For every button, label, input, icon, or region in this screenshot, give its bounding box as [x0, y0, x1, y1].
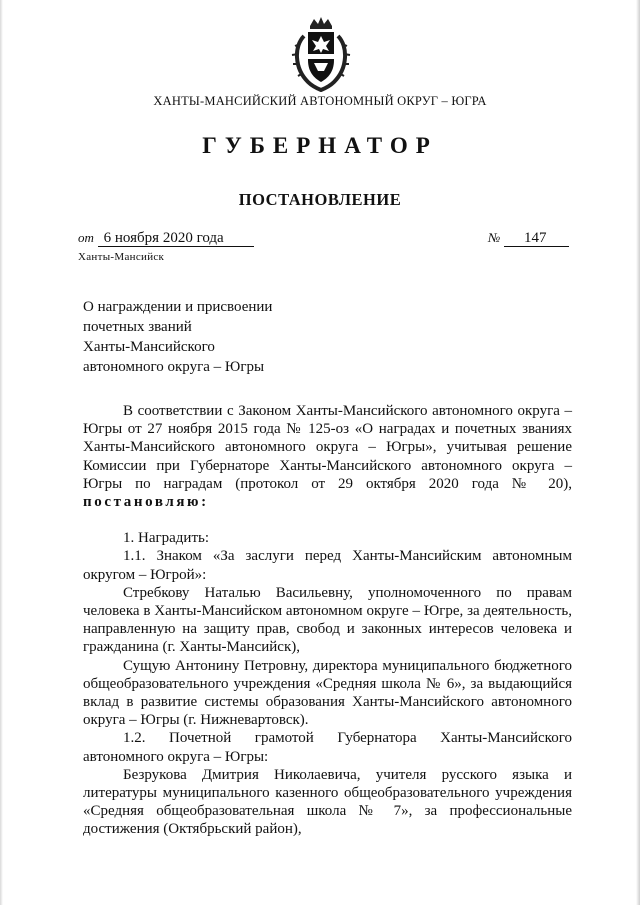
subject-line: почетных званий	[83, 319, 192, 335]
number-label: №	[488, 230, 501, 245]
document-type: ПОСТАНОВЛЕНИЕ	[238, 190, 402, 209]
region-name: ХАНТЫ-МАНСИЙСКИЙ АВТОНОМНЫЙ ОКРУГ – ЮГРА	[153, 94, 487, 108]
subject-line: О награждении и присвоении	[83, 299, 273, 315]
governor-title: ГУБЕРНАТОР	[202, 133, 438, 158]
preamble-paragraph	[83, 402, 572, 511]
subject-line: Ханты-Мансийского	[83, 339, 215, 355]
resolve-word: постановляю:	[83, 494, 209, 511]
item-1-1: 1.1. Знаком «За заслуги перед Ханты-Мансийским автономным округом – Югрой»:	[83, 548, 572, 583]
decree-body	[83, 402, 572, 839]
number-value: 147	[504, 231, 569, 247]
date-value: 6 ноября 2020 года	[98, 231, 254, 247]
decree-number	[488, 230, 569, 247]
preamble-text: В соответствии с Законом Ханты-Мансийского автономного округа – Югры от 27 ноября 2015 года № 125-оз «О наградах и почетных званиях Ханты-Мансийского автономного округа – Югры», учитывая решение Комиссии при Губернаторе Ханты-Мансийского автономного округа – Югры по наградам (протокол от 29 октября 2020 года № 20),	[83, 403, 572, 492]
decree-date	[78, 230, 254, 247]
item-1: 1. Наградить:	[123, 530, 210, 547]
awardee-paragraph: Безрукова Дмитрия Николаевича, учителя русского языка и литературы муниципального казенного общеобразовательного учреждения «Средняя общеобразовательная школа № 7», за профессиональные достижения (Октябрьский район),	[83, 766, 572, 838]
city: Ханты-Мансийск	[78, 251, 165, 263]
date-label: от	[78, 230, 94, 245]
awardee-paragraph: Стребкову Наталью Васильевну, уполномоченного по правам человека в Ханты-Мансийском автономном округе – Югре, за деятельность, направленную на защиту прав, свобод и законных интересов человека и гражданина (г. Ханты-Мансийск),	[83, 584, 572, 656]
subject-line: автономного округа – Югры	[83, 359, 265, 375]
awardee-paragraph: Сущую Антонину Петровну, директора муниципального бюджетного общеобразовательного учреждения «Средняя школа № 6», за выдающийся вклад в развитие системы образования Ханты-Мансийского автономного округа – Югры (г. Нижневартовск).	[83, 657, 572, 729]
decree-subject	[83, 297, 272, 377]
item-1-2: 1.2. Почетной грамотой Губернатора Ханты-Мансийского автономного округа – Югры:	[83, 730, 572, 765]
coat-of-arms-icon	[290, 16, 352, 92]
